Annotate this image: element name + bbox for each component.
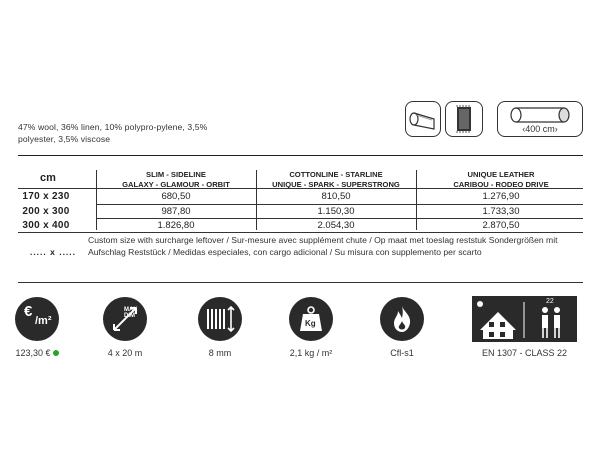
divider bbox=[18, 282, 583, 283]
column-header-line: COTTONLINE - STARLINE bbox=[289, 170, 383, 179]
size-cell: 170 x 230 bbox=[22, 191, 70, 202]
roll-icons bbox=[405, 101, 583, 139]
price-cell: 987,80 bbox=[161, 206, 191, 217]
column-header-line: CARIBOU - RODEO DRIVE bbox=[453, 179, 549, 189]
price-cell: 2.870,50 bbox=[482, 220, 520, 231]
divider bbox=[18, 232, 583, 233]
size-cell: 300 x 400 bbox=[22, 220, 70, 231]
kg-text: Kg bbox=[305, 319, 316, 328]
table-row bbox=[18, 206, 583, 218]
euro-per-m2-icon bbox=[15, 297, 59, 341]
price-per-m2-feature bbox=[12, 297, 62, 341]
price-cell: 810,50 bbox=[321, 191, 351, 202]
column-header bbox=[260, 170, 412, 189]
column-header bbox=[420, 170, 582, 189]
custom-size-note: Custom size with surcharge leftover / Sur-mesure avec supplément chute / Op maat met toeslag reststuk Sondergrößen mit Aufschlag Reststück / Medidas especiales, con cargo adicional / Su misura con supplemento per scarto bbox=[88, 235, 558, 257]
price-cell: 680,50 bbox=[161, 191, 191, 202]
usage-class-icon bbox=[472, 296, 577, 342]
fire-class-label: Cfl-s1 bbox=[390, 348, 414, 358]
price-cell: 2.054,30 bbox=[317, 220, 355, 231]
roll-width-value: 400 cm bbox=[525, 124, 555, 134]
weight-icon bbox=[289, 297, 333, 341]
flame-icon bbox=[380, 297, 424, 341]
fire-feature bbox=[377, 297, 427, 341]
divider bbox=[96, 218, 583, 219]
table-row bbox=[18, 191, 583, 203]
column-header-line: GALAXY - GLAMOUR - ORBIT bbox=[122, 179, 230, 189]
class-level-text: 22 bbox=[546, 298, 554, 305]
roll-width-label: ‹400 cm› bbox=[522, 124, 558, 134]
price-cell: 1.733,30 bbox=[482, 206, 520, 217]
max-dim-text: MAX DIM bbox=[124, 307, 138, 319]
column-header bbox=[100, 170, 252, 189]
usage-class-label: EN 1307 - CLASS 22 bbox=[481, 348, 568, 358]
column-header-line: SLIM - SIDELINE bbox=[146, 170, 206, 179]
table-row bbox=[18, 220, 583, 232]
divider bbox=[18, 155, 583, 156]
unit-label: cm bbox=[40, 172, 56, 184]
price-cell: 1.276,90 bbox=[482, 191, 520, 202]
thickness-feature bbox=[195, 297, 245, 341]
pile-height-icon bbox=[198, 297, 242, 341]
max-dim-icon bbox=[103, 297, 147, 341]
divider bbox=[96, 204, 583, 205]
max-dim-label: 4 x 20 m bbox=[107, 348, 143, 358]
divider bbox=[18, 188, 583, 189]
roll-icon bbox=[508, 106, 572, 124]
composition-text: 47% wool, 36% linen, 10% polypro-pylene, 3,5% polyester, 3,5% viscose bbox=[18, 122, 208, 144]
weight-label: 2,1 kg / m² bbox=[289, 348, 333, 358]
column-header-line: UNIQUE LEATHER bbox=[467, 170, 535, 179]
price-per-m2-value: 123,30 € bbox=[15, 348, 51, 358]
rolled-rug-icon bbox=[405, 101, 441, 137]
flat-rug-icon bbox=[445, 101, 483, 137]
size-cell: 200 x 300 bbox=[22, 206, 70, 217]
roll-width-box bbox=[497, 101, 583, 137]
weight-feature bbox=[286, 297, 336, 341]
m2-glyph: /m² bbox=[35, 315, 52, 327]
price-per-m2-label bbox=[2, 348, 72, 358]
thickness-label: 8 mm bbox=[208, 348, 232, 358]
max-dim-feature bbox=[100, 297, 150, 341]
price-cell: 1.826,80 bbox=[157, 220, 195, 231]
custom-size-placeholder: ..... x ..... bbox=[29, 247, 77, 257]
status-dot bbox=[53, 350, 59, 356]
price-cell: 1.150,30 bbox=[317, 206, 355, 217]
euro-glyph: € bbox=[24, 303, 33, 320]
column-header-line: UNIQUE - SPARK - SUPERSTRONG bbox=[272, 179, 400, 189]
